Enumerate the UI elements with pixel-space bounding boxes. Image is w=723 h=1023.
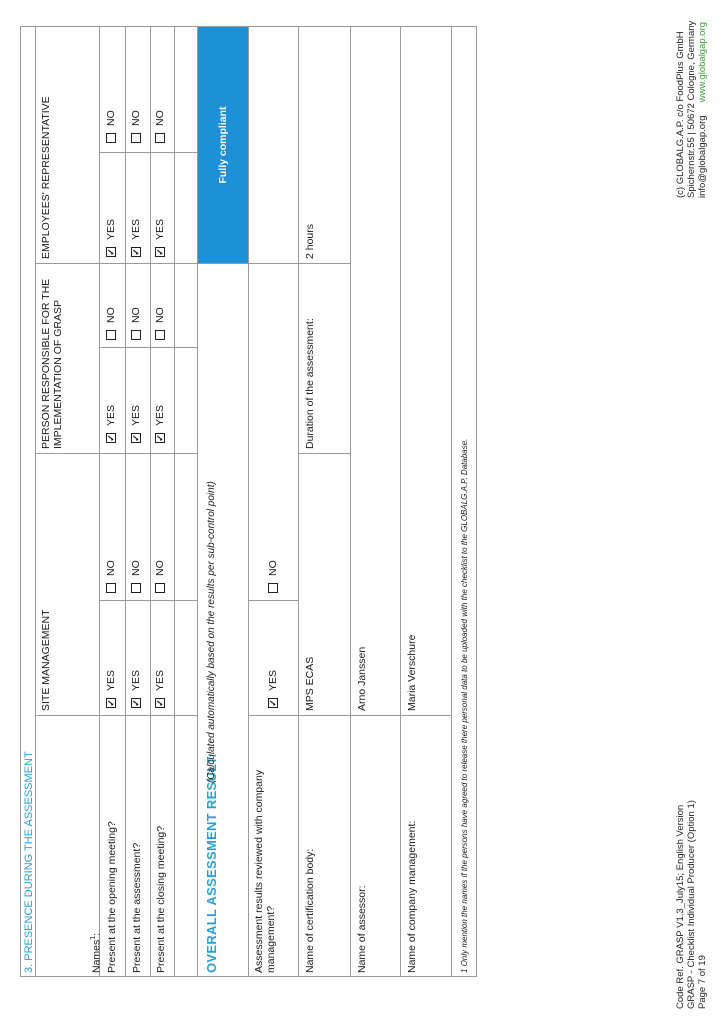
- row-label-opening-meeting: Present at the opening meeting?: [106, 821, 118, 973]
- company-management-value: Maria Verschure: [406, 634, 418, 711]
- checked-yes-checkbox[interactable]: ✓: [155, 699, 165, 707]
- no-label: NO: [105, 307, 117, 323]
- reviewed-label: Assessment results reviewed with company management?: [253, 769, 277, 973]
- yes-label: YES: [154, 669, 166, 691]
- no-label: NO: [105, 560, 117, 576]
- unchecked-no-checkbox[interactable]: [155, 330, 165, 340]
- unchecked-no-checkbox[interactable]: [106, 133, 116, 143]
- checked-yes-checkbox[interactable]: ✓: [155, 248, 165, 256]
- footer-contact: [697, 21, 708, 198]
- checked-yes-checkbox[interactable]: ✓: [268, 699, 278, 707]
- checked-yes-checkbox[interactable]: ✓: [106, 434, 116, 442]
- no-label: NO: [130, 110, 142, 126]
- unchecked-no-checkbox[interactable]: [155, 583, 165, 593]
- footer-code-ref: Code Ref. GRASP V1.3_July15; English Version: [675, 804, 686, 1009]
- checked-yes-checkbox[interactable]: ✓: [155, 434, 165, 442]
- unchecked-no-checkbox[interactable]: [131, 133, 141, 143]
- row-label-assessment: Present at the assessment?: [131, 842, 143, 973]
- company-management-label: Name of company management:: [406, 820, 418, 973]
- no-label: NO: [105, 110, 117, 126]
- duration-label: Duration of the assessment:: [304, 318, 316, 449]
- unchecked-no-checkbox[interactable]: [155, 133, 165, 143]
- checked-yes-checkbox[interactable]: ✓: [106, 699, 116, 707]
- footer-website-link[interactable]: www.globalgap.org: [697, 21, 708, 103]
- yes-label: YES: [130, 669, 142, 691]
- yes-label: YES: [130, 404, 142, 426]
- yes-label: YES: [154, 404, 166, 426]
- result-badge: Fully compliant: [198, 27, 248, 263]
- footnote: 1 Only mention the names if the persons have agreed to release there personal data to be uploaded with the checklist to the GLOBALG.A.P. Database.: [460, 438, 469, 973]
- column-header-site-management: SITE MANAGEMENT: [40, 609, 52, 711]
- yes-label: YES: [267, 669, 279, 691]
- footer-left: [675, 800, 708, 1009]
- footer-right: [675, 21, 708, 198]
- unchecked-no-checkbox[interactable]: [268, 583, 278, 593]
- unchecked-no-checkbox[interactable]: [131, 330, 141, 340]
- unchecked-no-checkbox[interactable]: [106, 330, 116, 340]
- checked-yes-checkbox[interactable]: ✓: [106, 248, 116, 256]
- unchecked-no-checkbox[interactable]: [131, 583, 141, 593]
- cert-body-label: Name of certification body:: [304, 848, 316, 973]
- checked-yes-checkbox[interactable]: ✓: [131, 434, 141, 442]
- no-label: NO: [130, 560, 142, 576]
- duration-value: 2 hours: [304, 223, 316, 259]
- yes-label: YES: [105, 218, 117, 240]
- footer-copyright: (c) GLOBALG.A.P. c/o FoodPlus GmbH: [675, 31, 686, 198]
- no-label: NO: [154, 560, 166, 576]
- names-label: Names$^1$:: [90, 932, 103, 973]
- yes-label: YES: [105, 669, 117, 691]
- assessor-label: Name of assessor:: [356, 885, 368, 973]
- calculation-note: (Calculated automatically based on the results per sub-control point): [206, 481, 217, 783]
- no-label: NO: [154, 307, 166, 323]
- overall-assessment-title: OVERALL ASSESSMENT RESULT:: [204, 753, 219, 973]
- checked-yes-checkbox[interactable]: ✓: [131, 248, 141, 256]
- cert-body-value: MPS ECAS: [304, 656, 316, 711]
- assessor-value: Arno Janssen: [356, 646, 368, 711]
- footer-checklist-name: GRASP - Checklist Individual Producer (Option 1): [686, 800, 697, 1009]
- section-title: 3. PRESENCE DURING THE ASSESSMENT: [23, 751, 35, 973]
- row-label-closing-meeting: Present at the closing meeting?: [155, 825, 167, 973]
- yes-label: YES: [154, 218, 166, 240]
- unchecked-no-checkbox[interactable]: [106, 583, 116, 593]
- no-label: NO: [267, 560, 279, 576]
- yes-label: YES: [130, 218, 142, 240]
- footer-email-link[interactable]: info@globalgap.org: [697, 115, 708, 198]
- no-label: NO: [130, 307, 142, 323]
- column-header-person-responsible: PERSON RESPONSIBLE FOR THE IMPLEMENTATION OF GRASP: [40, 278, 64, 449]
- yes-label: YES: [105, 404, 117, 426]
- no-label: NO: [154, 110, 166, 126]
- column-header-employees-representative: EMPLOYEES' REPRESENTATIVE: [40, 96, 52, 259]
- footer-address: Spichernstr.55 | 50672 Cologne, Germany: [686, 20, 697, 198]
- checked-yes-checkbox[interactable]: ✓: [131, 699, 141, 707]
- footer-page-number: Page 7 of 19: [697, 955, 708, 1009]
